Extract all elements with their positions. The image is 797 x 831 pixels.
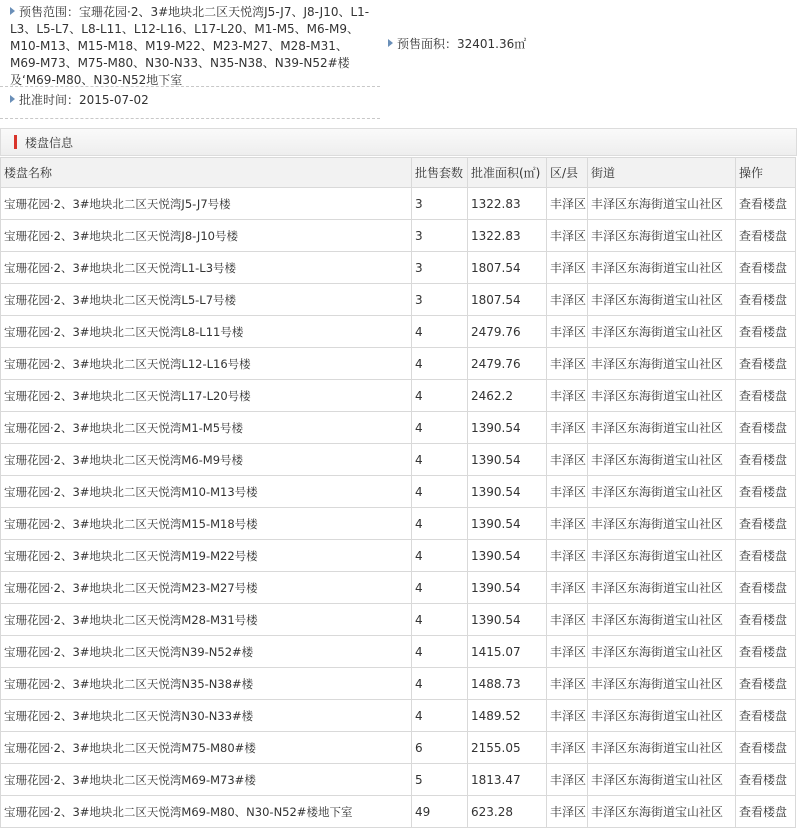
cell-district: 丰泽区: [547, 348, 588, 380]
table-row: [1, 636, 796, 668]
cell-area: 1390.54: [468, 444, 547, 476]
cell-district: 丰泽区: [547, 252, 588, 284]
cell-area: 1322.83: [468, 188, 547, 220]
cell-name: 宝珊花园·2、3#地块北二区天悦湾M69-M80、N30-N52#楼地下室: [1, 796, 412, 828]
cell-district: 丰泽区: [547, 476, 588, 508]
cell-street: 丰泽区东海街道宝山社区: [588, 316, 736, 348]
header-district: 区/县: [547, 158, 588, 188]
table-row: [1, 380, 796, 412]
cell-area: 1415.07: [468, 636, 547, 668]
view-building-link[interactable]: 查看楼盘: [736, 796, 796, 828]
cell-area: 1390.54: [468, 508, 547, 540]
table-row: [1, 604, 796, 636]
approval-time-text: 批准时间：2015-07-02: [19, 93, 149, 107]
header-name: 楼盘名称: [1, 158, 412, 188]
cell-street: 丰泽区东海街道宝山社区: [588, 700, 736, 732]
cell-units: 3: [412, 188, 468, 220]
cell-name: 宝珊花园·2、3#地块北二区天悦湾L1-L3号楼: [1, 252, 412, 284]
cell-district: 丰泽区: [547, 604, 588, 636]
cell-units: 4: [412, 540, 468, 572]
cell-district: 丰泽区: [547, 220, 588, 252]
cell-district: 丰泽区: [547, 572, 588, 604]
cell-name: 宝珊花园·2、3#地块北二区天悦湾L17-L20号楼: [1, 380, 412, 412]
cell-area: 1390.54: [468, 540, 547, 572]
cell-street: 丰泽区东海街道宝山社区: [588, 348, 736, 380]
approval-time: [10, 92, 149, 109]
cell-street: 丰泽区东海街道宝山社区: [588, 284, 736, 316]
table-row: [1, 540, 796, 572]
cell-area: 2155.05: [468, 732, 547, 764]
table-row: [1, 508, 796, 540]
presale-area: [388, 36, 526, 53]
cell-district: 丰泽区: [547, 732, 588, 764]
cell-street: 丰泽区东海街道宝山社区: [588, 668, 736, 700]
cell-area: 2462.2: [468, 380, 547, 412]
cell-units: 4: [412, 444, 468, 476]
cell-street: 丰泽区东海街道宝山社区: [588, 572, 736, 604]
header-street: 街道: [588, 158, 736, 188]
presale-area-text: 预售面积：32401.36㎡: [397, 37, 527, 51]
cell-street: 丰泽区东海街道宝山社区: [588, 604, 736, 636]
table-row: [1, 252, 796, 284]
presale-scope-text: 预售范围：宝珊花园·2、3#地块北二区天悦湾J5-J7、J8-J10、L1-L3、L5-L7、L8-L11、L12-L16、L17-L20、M1-M5、M6-M9、M10-M13、M15-M18、M19-M22、M23-M27、M28-M31、M69-M73、M75-M80、N30-N33、N35-N38、N39-N52#楼及‘M69-M80、N30-N52地下室: [10, 5, 370, 87]
view-building-link[interactable]: 查看楼盘: [736, 412, 796, 444]
cell-name: 宝珊花园·2、3#地块北二区天悦湾M69-M73#楼: [1, 764, 412, 796]
table-header-row: [1, 158, 796, 188]
cell-district: 丰泽区: [547, 380, 588, 412]
view-building-link[interactable]: 查看楼盘: [736, 636, 796, 668]
view-building-link[interactable]: 查看楼盘: [736, 476, 796, 508]
cell-district: 丰泽区: [547, 796, 588, 828]
view-building-link[interactable]: 查看楼盘: [736, 316, 796, 348]
cell-units: 4: [412, 316, 468, 348]
view-building-link[interactable]: 查看楼盘: [736, 572, 796, 604]
cell-name: 宝珊花园·2、3#地块北二区天悦湾J5-J7号楼: [1, 188, 412, 220]
view-building-link[interactable]: 查看楼盘: [736, 604, 796, 636]
cell-name: 宝珊花园·2、3#地块北二区天悦湾L8-L11号楼: [1, 316, 412, 348]
cell-units: 4: [412, 604, 468, 636]
cell-name: 宝珊花园·2、3#地块北二区天悦湾L5-L7号楼: [1, 284, 412, 316]
table-row: [1, 412, 796, 444]
triangle-bullet-icon: [10, 7, 15, 15]
header-units: 批售套数: [412, 158, 468, 188]
cell-area: 1390.54: [468, 412, 547, 444]
cell-name: 宝珊花园·2、3#地块北二区天悦湾M6-M9号楼: [1, 444, 412, 476]
presale-info: [0, 0, 797, 126]
cell-units: 3: [412, 252, 468, 284]
table-row: [1, 796, 796, 828]
cell-street: 丰泽区东海街道宝山社区: [588, 476, 736, 508]
table-row: [1, 764, 796, 796]
cell-street: 丰泽区东海街道宝山社区: [588, 188, 736, 220]
section-title: 楼盘信息: [25, 136, 74, 150]
view-building-link[interactable]: 查看楼盘: [736, 764, 796, 796]
cell-district: 丰泽区: [547, 284, 588, 316]
cell-units: 4: [412, 348, 468, 380]
cell-street: 丰泽区东海街道宝山社区: [588, 412, 736, 444]
triangle-bullet-icon: [10, 95, 15, 103]
view-building-link[interactable]: 查看楼盘: [736, 508, 796, 540]
header-action: 操作: [736, 158, 796, 188]
cell-street: 丰泽区东海街道宝山社区: [588, 732, 736, 764]
cell-district: 丰泽区: [547, 508, 588, 540]
cell-name: 宝珊花园·2、3#地块北二区天悦湾J8-J10号楼: [1, 220, 412, 252]
cell-name: 宝珊花园·2、3#地块北二区天悦湾M15-M18号楼: [1, 508, 412, 540]
view-building-link[interactable]: 查看楼盘: [736, 732, 796, 764]
cell-name: 宝珊花园·2、3#地块北二区天悦湾M23-M27号楼: [1, 572, 412, 604]
cell-district: 丰泽区: [547, 668, 588, 700]
cell-street: 丰泽区东海街道宝山社区: [588, 636, 736, 668]
table-row: [1, 700, 796, 732]
view-building-link[interactable]: 查看楼盘: [736, 348, 796, 380]
cell-street: 丰泽区东海街道宝山社区: [588, 252, 736, 284]
cell-units: 4: [412, 572, 468, 604]
table-row: [1, 316, 796, 348]
cell-district: 丰泽区: [547, 188, 588, 220]
cell-name: 宝珊花园·2、3#地块北二区天悦湾L12-L16号楼: [1, 348, 412, 380]
table-row: [1, 668, 796, 700]
cell-area: 1390.54: [468, 604, 547, 636]
cell-district: 丰泽区: [547, 700, 588, 732]
view-building-link[interactable]: 查看楼盘: [736, 188, 796, 220]
view-building-link[interactable]: 查看楼盘: [736, 444, 796, 476]
table-row: [1, 220, 796, 252]
cell-units: 4: [412, 508, 468, 540]
cell-district: 丰泽区: [547, 540, 588, 572]
view-building-link[interactable]: 查看楼盘: [736, 220, 796, 252]
cell-area: 1813.47: [468, 764, 547, 796]
cell-name: 宝珊花园·2、3#地块北二区天悦湾N30-N33#楼: [1, 700, 412, 732]
cell-area: 1488.73: [468, 668, 547, 700]
table-row: [1, 732, 796, 764]
cell-name: 宝珊花园·2、3#地块北二区天悦湾M28-M31号楼: [1, 604, 412, 636]
table-row: [1, 188, 796, 220]
cell-area: 1322.83: [468, 220, 547, 252]
cell-name: 宝珊花园·2、3#地块北二区天悦湾N39-N52#楼: [1, 636, 412, 668]
view-building-link[interactable]: 查看楼盘: [736, 380, 796, 412]
cell-area: 1807.54: [468, 252, 547, 284]
cell-units: 4: [412, 668, 468, 700]
divider: [0, 86, 380, 87]
cell-units: 4: [412, 700, 468, 732]
cell-name: 宝珊花园·2、3#地块北二区天悦湾M75-M80#楼: [1, 732, 412, 764]
cell-units: 5: [412, 764, 468, 796]
cell-units: 49: [412, 796, 468, 828]
header-area: 批准面积(㎡): [468, 158, 547, 188]
table-row: [1, 348, 796, 380]
cell-name: 宝珊花园·2、3#地块北二区天悦湾N35-N38#楼: [1, 668, 412, 700]
cell-street: 丰泽区东海街道宝山社区: [588, 540, 736, 572]
view-building-link[interactable]: 查看楼盘: [736, 284, 796, 316]
cell-district: 丰泽区: [547, 316, 588, 348]
cell-area: 1390.54: [468, 572, 547, 604]
cell-street: 丰泽区东海街道宝山社区: [588, 508, 736, 540]
cell-name: 宝珊花园·2、3#地块北二区天悦湾M1-M5号楼: [1, 412, 412, 444]
cell-street: 丰泽区东海街道宝山社区: [588, 444, 736, 476]
cell-area: 623.28: [468, 796, 547, 828]
cell-street: 丰泽区东海街道宝山社区: [588, 380, 736, 412]
table-row: [1, 476, 796, 508]
cell-area: 1489.52: [468, 700, 547, 732]
cell-district: 丰泽区: [547, 444, 588, 476]
cell-area: 1807.54: [468, 284, 547, 316]
cell-street: 丰泽区东海街道宝山社区: [588, 764, 736, 796]
cell-units: 3: [412, 284, 468, 316]
cell-name: 宝珊花园·2、3#地块北二区天悦湾M10-M13号楼: [1, 476, 412, 508]
cell-area: 2479.76: [468, 348, 547, 380]
cell-units: 3: [412, 220, 468, 252]
presale-scope: [10, 4, 375, 89]
cell-units: 4: [412, 380, 468, 412]
section-header: [0, 128, 797, 156]
view-building-link[interactable]: 查看楼盘: [736, 700, 796, 732]
cell-units: 4: [412, 476, 468, 508]
table-row: [1, 444, 796, 476]
cell-units: 4: [412, 412, 468, 444]
section-marker-icon: [14, 135, 17, 149]
divider: [0, 118, 380, 119]
cell-name: 宝珊花园·2、3#地块北二区天悦湾M19-M22号楼: [1, 540, 412, 572]
view-building-link[interactable]: 查看楼盘: [736, 252, 796, 284]
cell-street: 丰泽区东海街道宝山社区: [588, 220, 736, 252]
cell-district: 丰泽区: [547, 412, 588, 444]
cell-units: 6: [412, 732, 468, 764]
cell-area: 1390.54: [468, 476, 547, 508]
cell-street: 丰泽区东海街道宝山社区: [588, 796, 736, 828]
cell-district: 丰泽区: [547, 636, 588, 668]
building-table: [0, 157, 796, 828]
cell-units: 4: [412, 636, 468, 668]
view-building-link[interactable]: 查看楼盘: [736, 668, 796, 700]
table-row: [1, 572, 796, 604]
view-building-link[interactable]: 查看楼盘: [736, 540, 796, 572]
triangle-bullet-icon: [388, 39, 393, 47]
cell-district: 丰泽区: [547, 764, 588, 796]
table-row: [1, 284, 796, 316]
cell-area: 2479.76: [468, 316, 547, 348]
